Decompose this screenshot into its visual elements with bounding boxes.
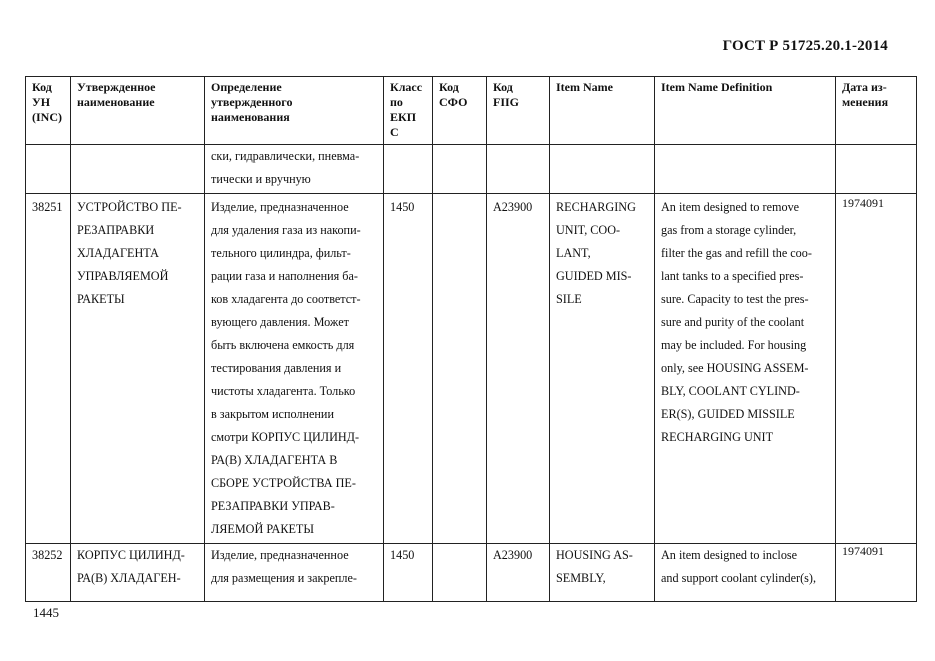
cell-fiig [487,145,550,194]
cell-class [384,145,433,194]
header-inc: Код УН (INC) [26,77,71,145]
cell-fiig: A23900 [487,544,550,602]
cell-item-definition: An item designed to inclose and support coolant cylinder(s), [655,544,836,602]
header-sfo: Код СФО [433,77,487,145]
nomenclature-table [25,76,917,602]
table-row [26,145,917,194]
cell-inc [26,145,71,194]
cell-date: 1974091 [836,194,917,544]
cell-item-definition: An item designed to remove gas from a storage cylinder, filter the gas and refill the coo- lant tanks to a specified pres- sure. Capacity to test the pres- sure and purity of the coolant may be included. For housing only, see HOUSING ASSEM- BLY, COOLANT CYLIND- ER(S), GUIDED MISSILE RECHARGING UNIT [655,194,836,544]
header-approved-name-definition: Определение утвержденного наименования [205,77,384,145]
table-header-row [26,77,917,145]
table-row [26,544,917,602]
cell-class: 1450 [384,194,433,544]
cell-date [836,145,917,194]
cell-sfo [433,544,487,602]
cell-item-name: RECHARGING UNIT, COO- LANT, GUIDED MIS- SILE [550,194,655,544]
standard-designation: ГОСТ Р 51725.20.1-2014 [722,38,888,54]
cell-class: 1450 [384,544,433,602]
header-class: Класс по ЕКП С [384,77,433,145]
cell-fiig: A23900 [487,194,550,544]
cell-item-name: HOUSING AS- SEMBLY, [550,544,655,602]
header-fiig: Код FIIG [487,77,550,145]
cell-approved-name: КОРПУС ЦИЛИНД- РА(В) ХЛАДАГЕН- [71,544,205,602]
header-change-date: Дата из- менения [836,77,917,145]
table-row [26,194,917,544]
cell-definition: ски, гидравлически, пневма- тически и вручную [205,145,384,194]
header-approved-name: Утвержденное наименование [71,77,205,145]
cell-inc: 38252 [26,544,71,602]
page-number: 1445 [33,605,59,620]
cell-item-name [550,145,655,194]
cell-approved-name [71,145,205,194]
cell-item-definition [655,145,836,194]
cell-approved-name: УСТРОЙСТВО ПЕ- РЕЗАПРАВКИ ХЛАДАГЕНТА УПРАВЛЯЕМОЙ РАКЕТЫ [71,194,205,544]
cell-definition: Изделие, предназначенное для размещения и закрепле- [205,544,384,602]
cell-inc: 38251 [26,194,71,544]
cell-sfo [433,194,487,544]
header-item-name: Item Name [550,77,655,145]
cell-sfo [433,145,487,194]
header-item-name-definition: Item Name Definition [655,77,836,145]
cell-date: 1974091 [836,544,917,602]
cell-definition: Изделие, предназначенное для удаления газа из накопи- тельного цилиндра, фильт- рации газа и наполнения ба- ков хладагента до соответст- вующего давления. Может быть включена емкость для тестирования давления и чистоты хладагента. Только в закрытом исполнении смотри КОРПУС ЦИЛИНД- РА(В) ХЛАДАГЕНТА В СБОРЕ УСТРОЙСТВА ПЕ- РЕЗАПРАВКИ УПРАВ- ЛЯЕМОЙ РАКЕТЫ [205,194,384,544]
